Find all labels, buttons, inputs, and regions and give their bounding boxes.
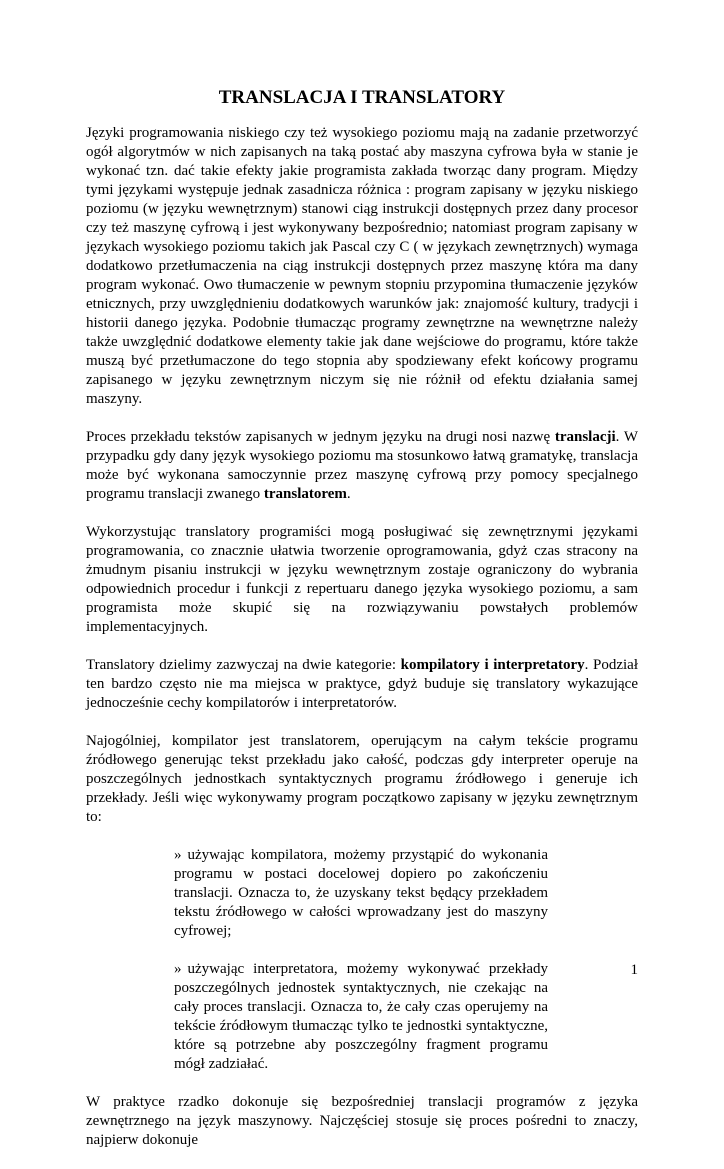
list-item-interpreter — [174, 960, 548, 1074]
document-body — [86, 124, 638, 1169]
paragraph-intro: Języki programowania niskiego czy też wysokiego poziomu mają na zadanie przetworzyć ogół algorytmów w nich zapisanych na taką postać aby maszyna cyfrowa była w stanie je wykonać tzn. dać takie efekty jakie programista zakłada tworząc dany program. Między tymi językami występuje jednak zasadnicza różnica : program zapisany w języku niskiego poziomu (w języku wewnętrznym) stanowi ciąg instrukcji dostępnych przez dany procesor czy też maszynę cyfrową i jest wykonywany bezpośrednio; natomiast program zapisany w językach wysokiego poziomu takich jak Pascal czy C ( w językach zewnętrznych) wymaga dodatkowo przetłumaczenia na ciąg instrukcji dostępnych przez maszynę która ma dany program wykonać. Owo tłumaczenie w pewnym stopniu przypomina tłumaczenie języków etnicznych, przy uwzględnieniu dodatkowych warunków jak: znajomość kultury, tradycji i historii danego języka. Podobnie tłumacząc programy zewnętrzne na wewnętrzne należy także uwzględnić dodatkowe elementy takie jak dane wejściowe do programu, które także muszą być przetłumaczone do tego stopnia aby spodziewany efekt końcowy programu zapisanego w języku zewnętrznym niczym się nie różnił od efektu działania samej maszyny. — [86, 125, 638, 407]
list-item-compiler — [174, 846, 548, 941]
page-number: 1 — [630, 962, 638, 978]
list-item-text: używając kompilatora, możemy przystąpić do wykonania programu w postaci docelowej dopiero po zakończeniu translacji. Oznacza to, że uzyskany tekst będący przekładem tekstu źródłowego w całości wprowadzany jest do maszyny cyfrowej; — [174, 847, 548, 939]
paragraph-text: . — [346, 486, 351, 502]
term-translacja: translacji — [554, 429, 616, 445]
paragraph-text: Translatory dzielimy zazwyczaj na dwie kategorie: — [86, 657, 401, 673]
paragraph-compiler-definition: Najogólniej, kompilator jest translatorem, operującym na całym tekście programu źródłowego generując tekst przekładu jako całość, podczas gdy interpreter operuje na poszczególnych jednostkach syntaktycznych programu źródłowego i generuje ich przekłady. Jeśli więc wykonywamy program początkowo zapisany w języku zewnętrznym to: — [86, 733, 638, 825]
paragraph-text: . Podział ten bardzo często nie ma miejsca w praktyce, gdyż buduje się translatory wykazujące jednocześnie cechy kompilatorów i interpretatorów. — [86, 657, 638, 711]
paragraph-practice: W praktyce rzadko dokonuje się bezpośredniej translacji programów z języka zewnętrznego na język maszynowy. Najczęściej stosuje się proces pośredni to znaczy, najpierw dokonuje — [86, 1094, 638, 1148]
paragraph-categories — [86, 656, 638, 713]
page-title: TRANSLACJA I TRANSLATORY — [218, 87, 506, 108]
paragraph-translation — [86, 428, 638, 504]
list-item-text: używając interpretatora, możemy wykonywać przekłady poszczególnych jednostek syntaktycznych, nie czekając na cały proces translacji. Oznacza to, że cały czas operujemy na tekście źródłowym tłumacząc tylko te jednostki syntaktyczne, które są potrzebne aby poszczególny fragment programu mógł zadziałać. — [174, 961, 548, 1072]
paragraph-text: . W przypadku gdy dany język wysokiego poziomu ma stosunkowo łatwą gramatykę, translacja może być wykonana samoczynnie przez maszynę cyfrową przy pomocy specjalnego programu translacji zwanego — [86, 429, 638, 502]
term-translator: translatorem — [263, 486, 347, 502]
paragraph-usage: Wykorzystując translatory programiści mogą posługiwać się zewnętrznymi językami programowania, co znacznie ułatwia tworzenie oprogramowania, gdyż czas stracony na żmudnym pisaniu instrukcji w języku wewnętrznym zostaje ograniczony do wybrania odpowiednich procedur i funkcji z repertuaru danego języka wysokiego poziomu, a sam programista może skupić się na rozwiązywaniu powstałych problemów implementacyjnych. — [86, 524, 638, 635]
bullet-marker: » — [174, 847, 182, 863]
term-compilers-interpreters: kompilatory i interpretatory — [400, 657, 585, 673]
bullet-list — [86, 846, 638, 1074]
bullet-marker: » — [174, 961, 182, 977]
paragraph-text: Proces przekładu tekstów zapisanych w jednym języku na drugi nosi nazwę — [86, 429, 555, 445]
